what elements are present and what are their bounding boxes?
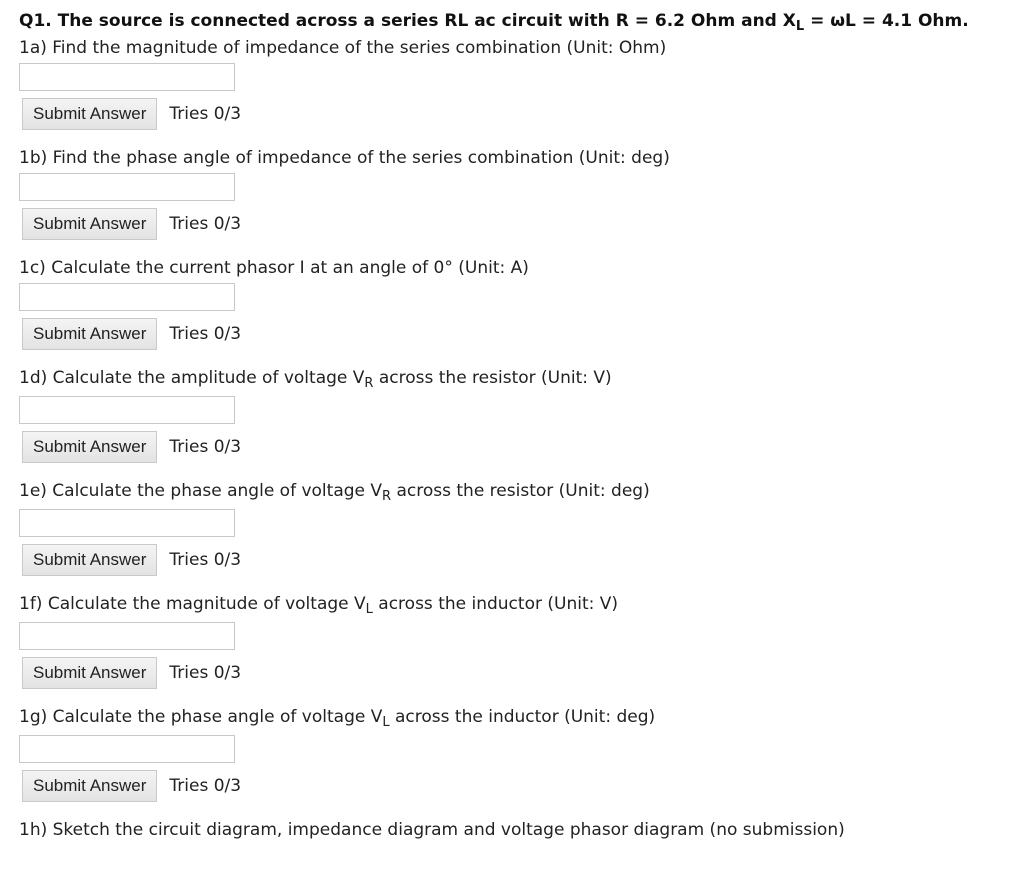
submit-row [19, 544, 1014, 576]
submit-answer-button-1b[interactable]: Submit Answer [22, 208, 157, 240]
part-prompt-text-end: across the inductor (Unit: V) [372, 594, 618, 614]
part-1d [19, 367, 1014, 463]
tries-counter: Tries 0/3 [169, 214, 242, 234]
submit-answer-button-1f[interactable]: Submit Answer [22, 657, 157, 689]
part-1h [19, 819, 1014, 841]
part-prompt-text: 1f) Calculate the magnitude of voltage V [19, 594, 366, 614]
answer-input-1d[interactable] [19, 396, 235, 424]
question-title-subscript: L [795, 19, 805, 34]
submit-row [19, 657, 1014, 689]
tries-counter: Tries 0/3 [169, 776, 242, 796]
submit-row [19, 770, 1014, 802]
part-prompt-text: 1g) Calculate the phase angle of voltage V [19, 707, 383, 727]
submit-answer-button-1c[interactable]: Submit Answer [22, 318, 157, 350]
part-1b [19, 147, 1014, 240]
part-prompt [19, 593, 1014, 615]
part-prompt-text-end: across the resistor (Unit: deg) [391, 481, 650, 501]
part-prompt [19, 480, 1014, 502]
part-prompt [19, 257, 1014, 279]
part-prompt-text-end: across the inductor (Unit: deg) [389, 707, 656, 727]
submit-row [19, 318, 1014, 350]
answer-input-1e[interactable] [19, 509, 235, 537]
submit-answer-button-1a[interactable]: Submit Answer [22, 98, 157, 130]
part-prompt-text: 1a) Find the magnitude of impedance of the series combination (Unit: Ohm) [19, 38, 667, 58]
part-prompt-subscript: L [382, 715, 390, 730]
question-page [19, 8, 1014, 841]
tries-counter: Tries 0/3 [169, 324, 242, 344]
answer-input-1c[interactable] [19, 283, 235, 311]
part-prompt-text: 1d) Calculate the amplitude of voltage V [19, 368, 365, 388]
part-1g [19, 706, 1014, 802]
answer-input-1a[interactable] [19, 63, 235, 91]
question-title [19, 8, 1014, 34]
tries-counter: Tries 0/3 [169, 550, 242, 570]
part-1e [19, 480, 1014, 576]
part-prompt-text: 1c) Calculate the current phasor I at an angle of 0° (Unit: A) [19, 258, 529, 278]
submit-row [19, 431, 1014, 463]
question-title-prefix: Q1. The source is connected across a series RL ac circuit with R = 6.2 Ohm and X [19, 11, 796, 31]
question-title-suffix: = ωL = 4.1 Ohm. [804, 11, 969, 31]
part-prompt-subscript: R [382, 489, 392, 504]
part-prompt-text-end: across the resistor (Unit: V) [373, 368, 612, 388]
submit-answer-button-1g[interactable]: Submit Answer [22, 770, 157, 802]
part-prompt [19, 147, 1014, 169]
submit-answer-button-1e[interactable]: Submit Answer [22, 544, 157, 576]
part-prompt [19, 706, 1014, 728]
answer-input-1b[interactable] [19, 173, 235, 201]
part-prompt [19, 367, 1014, 389]
tries-counter: Tries 0/3 [169, 104, 242, 124]
answer-input-1f[interactable] [19, 622, 235, 650]
submit-answer-button-1d[interactable]: Submit Answer [22, 431, 157, 463]
tries-counter: Tries 0/3 [169, 663, 242, 683]
part-1f [19, 593, 1014, 689]
part-1c [19, 257, 1014, 350]
part-1a [19, 37, 1014, 130]
submit-row [19, 98, 1014, 130]
part-prompt-subscript: L [365, 602, 373, 617]
part-prompt-final: 1h) Sketch the circuit diagram, impedance diagram and voltage phasor diagram (no submission) [19, 820, 845, 840]
part-prompt-text: 1e) Calculate the phase angle of voltage V [19, 481, 383, 501]
tries-counter: Tries 0/3 [169, 437, 242, 457]
answer-input-1g[interactable] [19, 735, 235, 763]
part-prompt-text: 1b) Find the phase angle of impedance of the series combination (Unit: deg) [19, 148, 670, 168]
part-prompt [19, 37, 1014, 59]
part-prompt-subscript: R [364, 376, 374, 391]
submit-row [19, 208, 1014, 240]
